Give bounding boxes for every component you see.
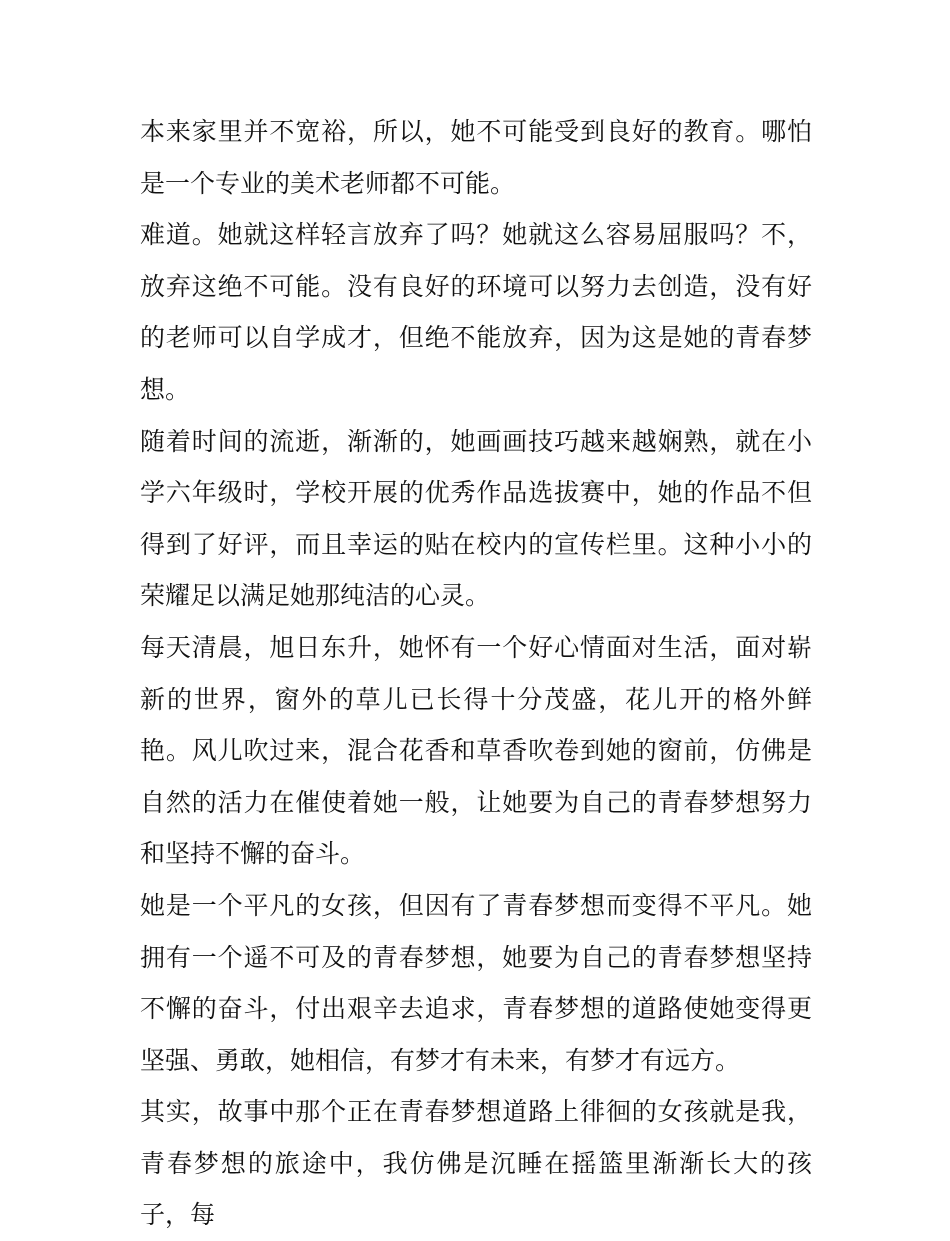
paragraph-2: 难道。她就这样轻言放弃了吗？她就这么容易屈服吗？不，放弃这绝不可能。没有良好的环境可以努力去创造，没有好的老师可以自学成才，但绝不能放弃，因为这是她的青春梦想。 (140, 220, 812, 404)
paragraph-4: 每天清晨，旭日东升，她怀有一个好心情面对生活，面对崭新的世界，窗外的草儿已长得十分茂盛，花儿开的格外鲜艳。风儿吹过来，混合花香和草香吹卷到她的窗前，仿佛是自然的活力在催使着她一般，让她要为自己的青春梦想努力和坚持不懈的奋斗。 (140, 632, 812, 869)
document-body (140, 106, 812, 1241)
paragraph-1: 本来家里并不宽裕，所以，她不可能受到良好的教育。哪怕是一个专业的美术老师都不可能。 (140, 117, 812, 198)
paragraph-6: 其实，故事中那个正在青春梦想道路上徘徊的女孩就是我，青春梦想的旅途中，我仿佛是沉睡在摇篮里渐渐长大的孩子，每 (140, 1097, 812, 1230)
paragraph-5: 她是一个平凡的女孩，但因有了青春梦想而变得不平凡。她拥有一个遥不可及的青春梦想，她要为自己的青春梦想坚持不懈的奋斗，付出艰辛去追求，青春梦想的道路使她变得更坚强、勇敢，她相信，有梦才有未来，有梦才有远方。 (140, 890, 812, 1075)
paragraph-3: 随着时间的流逝，渐渐的，她画画技巧越来越娴熟，就在小学六年级时，学校开展的优秀作品选拔赛中，她的作品不但得到了好评，而且幸运的贴在校内的宣传栏里。这种小小的荣耀足以满足她那纯洁的心灵。 (140, 426, 812, 611)
